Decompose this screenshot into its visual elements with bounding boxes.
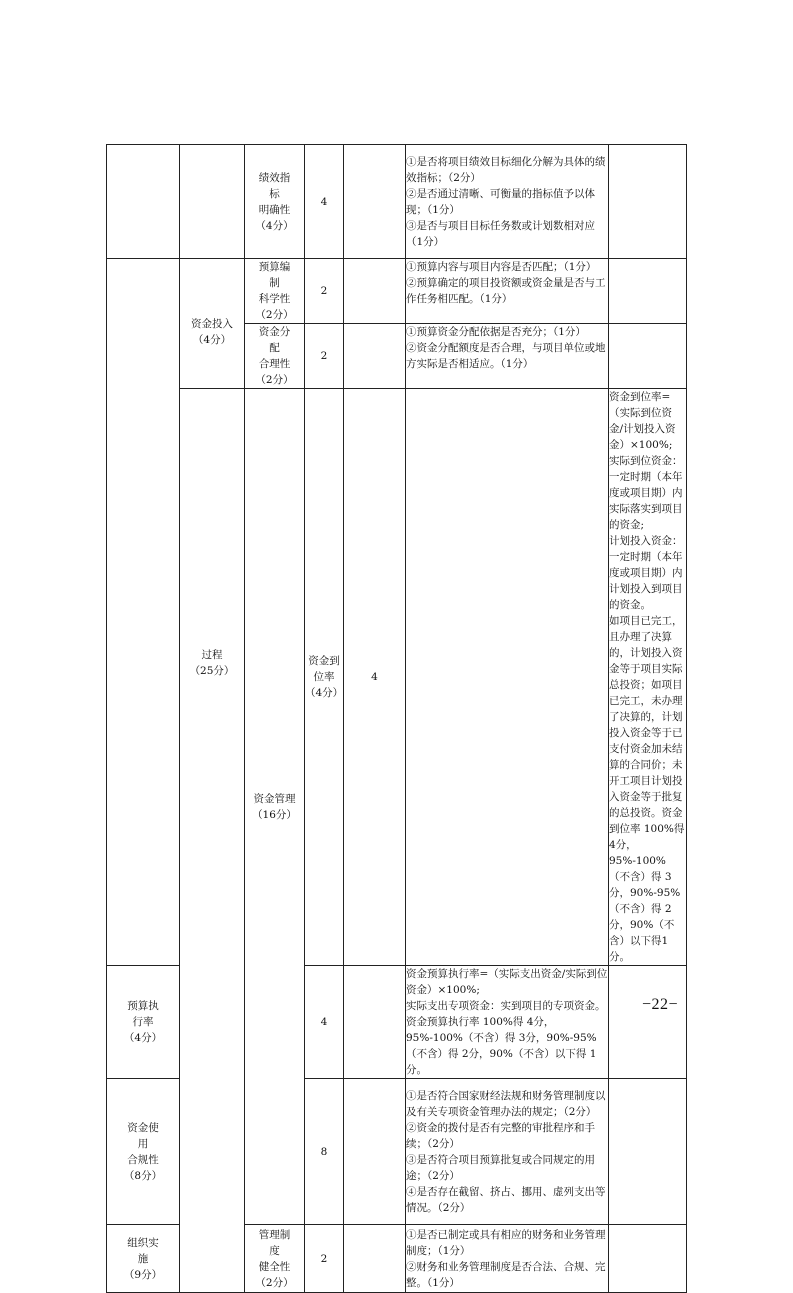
indicator-score: 2: [305, 324, 344, 389]
indicator-name: 管理制 度 健全性 （2分）: [245, 1225, 305, 1293]
blank-cell: [344, 1079, 406, 1225]
indicator-score: 4: [305, 966, 344, 1079]
blank-cell: [609, 1079, 687, 1225]
blank-cell: [609, 324, 687, 389]
indicator-criteria: 资金到位率=（实际到位资金/计划投入资金）×100%; 实际到位资金：一定时期（本年度或项目期）内实际落实到项目的资金; 计划投入资金：一定时期（本年度或项目期）内计划投入到项目的资金。 如项目已完工，且办理了决算的，计划投入资金等于项目实际总投资；如项目已完工，未办理了决算的，计划投入资金等于已支付资金加未结算的合同价；未开工项目计划投入资金等于批复的总投资。资金到位率 100%得4分，95%-100%（不含）得 3分，90%-95%（不含）得 2分，90%（不含）以下得1分。: [609, 389, 687, 966]
level2-cell-empty: [180, 145, 245, 259]
indicator-name: 绩效指 标 明确性 （4分）: [245, 145, 305, 259]
blank-cell: [344, 324, 406, 389]
group-organization: 组织实 施 （9分）: [107, 1225, 180, 1293]
indicator-criteria: ①是否将项目绩效目标细化分解为具体的绩效指标；（2分） ②是否通过清晰、可衡量的指标值予以体现；（1分） ③是否与项目目标任务数或计划数相对应（1分）: [406, 145, 609, 259]
evaluation-criteria-table: [106, 144, 687, 1293]
indicator-criteria: ①是否符合国家财经法规和财务管理制度以及有关专项资金管理办法的规定；（2分） ②资金的拨付是否有完整的审批程序和手续；（2分） ③是否符合项目预算批复或合同规定的用途；（2分） ④是否存在截留、挤占、挪用、虚列支出等情况。（2分）: [406, 1079, 609, 1225]
indicator-name: 资金分 配 合理性 （2分）: [245, 324, 305, 389]
page-number: −22−: [642, 996, 679, 1013]
table-row: [107, 259, 687, 324]
indicator-criteria: ①预算资金分配依据是否充分；（1分） ②资金分配额度是否合理，与项目单位或地方实际是否相适应。（1分）: [406, 324, 609, 389]
group-fund-management: 资金管理 （16分）: [245, 389, 305, 1225]
level1-cell-empty: [107, 145, 180, 259]
indicator-criteria: ①是否已制定或具有相应的财务和业务管理制度；（1分） ②财务和业务管理制度是否合法、合规、完整。（1分）: [406, 1225, 609, 1293]
group-process: 过程 （25分）: [180, 389, 245, 1293]
blank-cell: [344, 145, 406, 259]
blank-cell: [344, 259, 406, 324]
blank-cell: [609, 1225, 687, 1293]
indicator-name: 预算编 制 科学性 （2分）: [245, 259, 305, 324]
table-row: [107, 145, 687, 259]
indicator-name: 资金使 用 合规性 （8分）: [107, 1079, 180, 1225]
level1-cell-empty: [107, 259, 180, 966]
indicator-score: 8: [305, 1079, 344, 1225]
indicator-criteria: 资金预算执行率=（实际支出资金/实际到位资金）×100%; 实际支出专项资金：实到项目的专项资金。资金预算执行率 100%得 4分，95%-100%（不含）得 3分，90%-95%（不含）得 2分，90%（不含）以下得 1分。: [406, 966, 609, 1079]
indicator-criteria: ①预算内容与项目内容是否匹配；（1分） ②预算确定的项目投资额或资金量是否与工作任务相匹配。（1分）: [406, 259, 609, 324]
indicator-score: 4: [344, 389, 406, 966]
group-funding-input: 资金投入 （4分）: [180, 259, 245, 389]
indicator-name: 资金到 位率 （4分）: [305, 389, 344, 966]
blank-cell: [609, 145, 687, 259]
blank-cell: [609, 259, 687, 324]
blank-cell: [609, 966, 687, 1079]
blank-cell: [406, 389, 609, 966]
indicator-name: 预算执 行率 （4分）: [107, 966, 180, 1079]
blank-cell: [344, 1225, 406, 1293]
indicator-score: 2: [305, 1225, 344, 1293]
blank-cell: [344, 966, 406, 1079]
indicator-score: 2: [305, 259, 344, 324]
indicator-score: 4: [305, 145, 344, 259]
table-row: [107, 389, 687, 966]
